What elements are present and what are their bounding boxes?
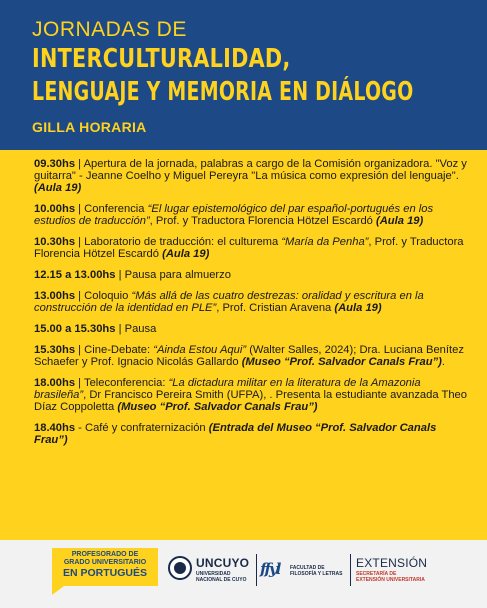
item-text: (Walter Salles, 2024); Dra. Luciana Benítez Schaefer y Prof. Ignacio Nicolás Gallardo (34, 344, 464, 368)
item-text: , Prof. y Traductora Florencia Hötzel Escardó (149, 215, 376, 227)
item-text: | Conferencia (75, 203, 148, 215)
agenda-item (34, 422, 469, 446)
ext-sub-2: EXTENSIÓN UNIVERSITARIA (356, 577, 425, 583)
item-text: , Dr Francisco Pereira Smith (UFPA), . Presenta la estudiante avanzada Theo Díaz Coppoletta (34, 389, 467, 413)
logo-divider (350, 554, 351, 586)
ffyl-mark-icon: ffyl (260, 560, 280, 578)
item-title: “Ainda Estou Aqui” (153, 344, 247, 356)
badge-line-2: GRADO UNIVERSITARIO (63, 559, 147, 566)
agenda-item (34, 377, 469, 413)
badge-line-1: PROFESORADO DE (71, 551, 139, 558)
item-room: (Entrada del Museo “Prof. Salvador Canals Frau”) (34, 422, 437, 446)
agenda-item (34, 236, 469, 260)
agenda-item (34, 344, 469, 368)
uncuyo-sub-1: UNIVERSIDAD (196, 571, 231, 577)
item-title: “El lugar epistemológico del par español-portugués en los estudios de traducción” (34, 203, 434, 227)
ffyl-logo (260, 556, 348, 586)
agenda-item (34, 203, 469, 227)
item-text: | Coloquio (75, 290, 132, 302)
item-time: 10.00hs (34, 203, 76, 215)
item-text: | Pausa (115, 323, 157, 335)
item-text: . (441, 356, 445, 368)
footer-logos (0, 540, 487, 608)
header-banner (0, 0, 487, 150)
badge-line-3: EN PORTUGUÉS (62, 567, 147, 579)
item-text: | Apertura de la jornada, palabras a cargo de la Comisión organizadora. "Voz y guitarra" - Jeanne Coelho y Miguel Pereyra "La música como expresión del lenguaje". (34, 158, 467, 182)
item-text: | Pausa para almuerzo (115, 269, 231, 281)
logo-divider (256, 554, 257, 586)
item-time: 15.30hs (34, 344, 76, 356)
extension-subtitle (356, 571, 425, 583)
university-seal-icon (168, 556, 192, 580)
agenda-item (34, 290, 469, 314)
ffyl-sub-2: FILOSOFÍA Y LETRAS (290, 571, 343, 577)
item-room: (Aula 19) (162, 248, 210, 260)
item-text: , Prof. Cristian Aravena (216, 302, 335, 314)
item-title: “María da Penha” (281, 236, 369, 248)
uncuyo-logo (168, 554, 252, 588)
item-title: “Más allá de las cuatro destrezas: oralidad y escritura en la construcción de la identidad en PLE” (34, 290, 424, 314)
item-room: (Museo “Prof. Salvador Canals Frau”) (241, 356, 442, 368)
item-time: 12.15 a 13.00hs (34, 269, 116, 281)
ffyl-sub-1: FACULTAD DE (290, 565, 325, 571)
item-time: 15.00 a 15.30hs (34, 323, 116, 335)
item-time: 18.00hs (34, 377, 76, 389)
pre-title: JORNADAS DE (32, 18, 187, 41)
item-room: (Museo “Prof. Salvador Canals Frau”) (117, 401, 318, 413)
item-text: - Café y confraternización (75, 422, 209, 434)
item-text: | Cine-Debate: (75, 344, 154, 356)
item-text: | Teleconferencia: (75, 377, 169, 389)
agenda-item (34, 269, 469, 281)
item-time: 13.00hs (34, 290, 76, 302)
uncuyo-name: UNCUYO (196, 556, 250, 570)
item-title: “La dictadura militar en la literatura de la Amazonia brasileña” (34, 377, 421, 401)
agenda-list (0, 150, 487, 540)
ffyl-subtitle (290, 565, 342, 577)
item-room: (Aula 19) (376, 215, 424, 227)
extension-logo (356, 554, 448, 588)
item-room: (Aula 19) (334, 302, 382, 314)
agenda-item (34, 158, 469, 194)
profesorado-badge (52, 548, 158, 586)
uncuyo-subtitle (196, 571, 246, 583)
title-line-1: INTERCULTURALIDAD, (32, 44, 291, 74)
item-time: 09.30hs (34, 158, 76, 170)
extension-name: EXTENSIÓN (356, 556, 428, 570)
agenda-item (34, 323, 469, 335)
subtitle: GILLA HORARIA (32, 119, 147, 135)
uncuyo-sub-2: NACIONAL DE CUYO (196, 577, 247, 583)
ext-sub-1: SECRETARÍA DE (356, 571, 397, 577)
item-text: | Laboratorio de traducción: el culturema (75, 236, 282, 248)
title-line-2: LENGUAJE Y MEMORIA EN DIÁLOGO (32, 77, 414, 107)
item-time: 10.30hs (34, 236, 76, 248)
item-room: (Aula 19) (34, 182, 82, 194)
item-time: 18.40hs (34, 422, 76, 434)
badge-tail-shape (52, 586, 64, 595)
item-text: , Prof. y Traductora Florencia Hötzel Escardó (34, 236, 464, 260)
